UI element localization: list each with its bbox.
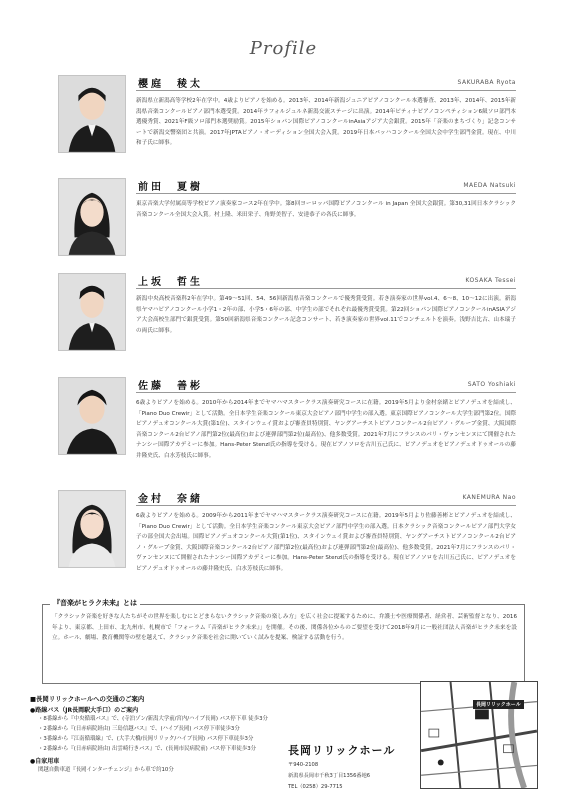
performer-name-jp: 櫻庭 稜太 xyxy=(138,79,203,90)
page-title: Profile xyxy=(249,38,318,59)
performer-name-en: KANEMURA Nao xyxy=(462,494,516,501)
bus-line: ・3番線から『江南循環線』で、(大手大橋/長岡リリック/ハイブ長岡) バス停下車徒歩3分 xyxy=(38,736,254,742)
name-row xyxy=(136,75,516,91)
car-heading: ●自家用車 xyxy=(30,758,60,765)
performer-photo xyxy=(58,273,126,351)
bus-heading: ●路線バス（JR長岡駅大手口）のご案内 xyxy=(30,707,139,714)
performer-name-en: MAEDA Natsuki xyxy=(463,182,516,189)
performer-photo xyxy=(58,75,126,153)
map-graphic xyxy=(421,682,537,788)
performer-kosaka xyxy=(58,273,516,363)
access-heading: ■長岡リリックホールへの交通のご案内 xyxy=(30,695,145,703)
performer-sato xyxy=(58,377,516,477)
hall-address: 新潟県長岡市千秋3丁目1356番地6 xyxy=(288,773,371,779)
about-title: 『音楽がヒラク未来』とは xyxy=(50,598,140,608)
car-line: 関越自動車道『長岡インターチェンジ』から車で約10分 xyxy=(38,767,174,773)
performer-photo xyxy=(58,377,126,455)
name-row xyxy=(136,273,516,289)
performer-photo xyxy=(58,178,126,256)
performer-sakuraba xyxy=(58,75,516,170)
performer-photo xyxy=(58,490,126,568)
access-map xyxy=(420,681,538,789)
performer-kanemura xyxy=(58,490,516,590)
performer-name-jp: 前田 夏樹 xyxy=(138,182,203,193)
performer-name-jp: 佐藤 善彬 xyxy=(138,381,203,392)
bus-line: ・2番線から『(日赤病院経由) 三島信越バス』で、(ハイブ長岡) バス停下車徒歩3分 xyxy=(38,726,240,732)
name-row xyxy=(136,377,516,393)
hall-tel: TEL（0258）29-7715 xyxy=(288,784,343,790)
bus-line: ・2番線から『(日赤病院経由) 出雲崎行きバス』で、(長岡市民病院前) バス停下車徒歩3分 xyxy=(38,746,257,752)
name-row xyxy=(136,178,516,194)
map-hall-label: 長岡リリックホール xyxy=(473,700,524,709)
performer-name-en: KOSAKA Tessei xyxy=(465,277,516,284)
performer-name-en: SAKURABA Ryota xyxy=(457,79,516,86)
bus-line: ・8番線から『中央循環バス』で、(寺泊ゾン/新潟大学前/宮内/ハイブ長岡) バス停下車 徒歩3分 xyxy=(38,716,268,722)
performer-bio: 東京音楽大学付属高等学校ピアノ演奏家コース2年在学中。第8回ヨーロッパ国際ピアノコンクール in Japan 全国大会銀賞。第30,31回日本クラシック音楽コンクール全国大会入賞。村上隆、米田栄子、角野美智子、安達恭子の各氏に師事。 xyxy=(136,201,516,218)
performer-bio: 6歳よりピアノを始める。2009年から2011年までヤマハマスタークラス演奏研究コースに在籍。2019年5月より佐藤善彬とピアノデュオを結成し、「Piano Duo Crewir」として活動。全日本学生音楽コンクール東京大会ピアノ部門中学生の部入選。日本クラシック音楽コンクールピアノ部門大学女子の部全国大会出場。国際ピアノデュオコンクール大賞(第1位)、スタインウェイ賞および審査員特別賞、ヤングアーチストピアノコンクール2台ピアノ・グループ金賞、大阪国際音楽コンクール2台ピアノ部門第2位(最高位)および連弾部門第2位(最高位)、他多数受賞。2021年7月にフランスのパリ・ヴァンセンヌにて開催されたナンシー国際アカデミーに参加。Hans-Peter Stenzl氏の指導を受ける。現在ピアノソロを古川五己氏に、ピアノデュオをピアノデュオドゥオールの藤井隆史氏、白水芳枝氏に師事。 xyxy=(136,513,516,572)
hall-name: 長岡リリックホール xyxy=(288,744,396,757)
performer-bio: 6歳よりピアノを始める。2010年から2014年までヤマハマスタークラス演奏研究コースに在籍。2019年5月より金村奈緒とピアノデュオを結成し、「Piano Duo Crewir」として活動。全日本学生音楽コンクール東京大会ピアノ部門中学生の部入選。東京国際ピアノコンクール大学生部門第2位。国際ピアノデュオコンクール大賞(第1位)、スタインウェイ賞および審査員特別賞、ヤングアーチストピアノコンクール2台ピアノ・グループ金賞、大阪国際音楽コンクール2台ピアノ部門第2位(最高位)および連弾部門第2位(最高位)、他多数受賞。2021年7月にフランスのパリ・ヴァンセンヌにて開催されたナンシー国際アカデミーに参加。Hans-Peter Stenzl氏の指導を受ける。現在ピアノソロを古川五己氏に、ピアノデュオをピアノデュオドゥオールの藤井隆史氏、白水芳枝氏に師事。 xyxy=(136,400,516,459)
performer-maeda xyxy=(58,178,516,258)
performer-name-jp: 上坂 哲生 xyxy=(138,277,203,288)
name-row xyxy=(136,490,516,506)
hall-postal: 〒940-2108 xyxy=(288,762,319,768)
performer-bio: 新潟県立新潟高等学校2年在学中。4歳よりピアノを始める。2013年、2014年新潟ジュニアピアノコンクール本選審査、2013年、2014年、2015年新潟県音楽コンクールピアノ部門本選受賞。2014年ラフォルジュルネ新潟交流ステージに出演。2014年ピティナピアノコンペティション6級ソロ部門本選優秀賞、2021年F級ソロ部門本選奨励賞。2015年ショパン国際ピアノコンクールinAsiaアジア大会銀賞。2015年「音楽のまちづくり」記念コンサートで新潟交響楽団と共演。2017年JPTAピアノ・オーディション全国大会入賞。2019年日本バッハコンクール全国大会中学生部門金賞。現在、中川和子氏に師事。 xyxy=(136,98,516,147)
hall-info xyxy=(288,742,418,791)
performer-name-en: SATO Yoshiaki xyxy=(467,381,516,388)
performer-bio: 新潟中央高校音楽科2年在学中。第49～51回、54、56回新潟県音楽コンクールで優秀賞受賞。若き演奏家の世界vol.4、6～8、10～12に出演。新潟県ヤマハピアノコンクール小学1・2年の部、小学5・6年の部、中学生の部でそれぞれ最優秀賞受賞。第22回ショパン国際ピアノコンクールinASIAアジア大会高校生部門で銀賞受賞。第50回新潟県音楽コンクール記念コンサート、若き演奏家の世界vol.11でコンチェルトを演奏。浅野吉比古、山本瑞子の両氏に師事。 xyxy=(136,296,516,334)
about-text: 「クラシック音楽を好きな人たちがその世界を楽しむにとどまらないクラシック音楽の楽しみ方」を広く社会に提案するために、弁護士や医療関係者、経営者、芸術監督となり、2016年より、東京都、上田市、北九州市、札幌市で「フォーラム『音楽がヒラク未来』」を開催。その後、関係各位からのご要望を受けて2018年9月に一般社団法人音楽がヒラク未来を設立。ホール、劇場、教育機関等の壁を越えて、クラシック音楽を社会に開いていく試みを提案、検証する活動を行う。 xyxy=(52,614,517,642)
performer-name-jp: 金村 奈緒 xyxy=(138,494,203,505)
